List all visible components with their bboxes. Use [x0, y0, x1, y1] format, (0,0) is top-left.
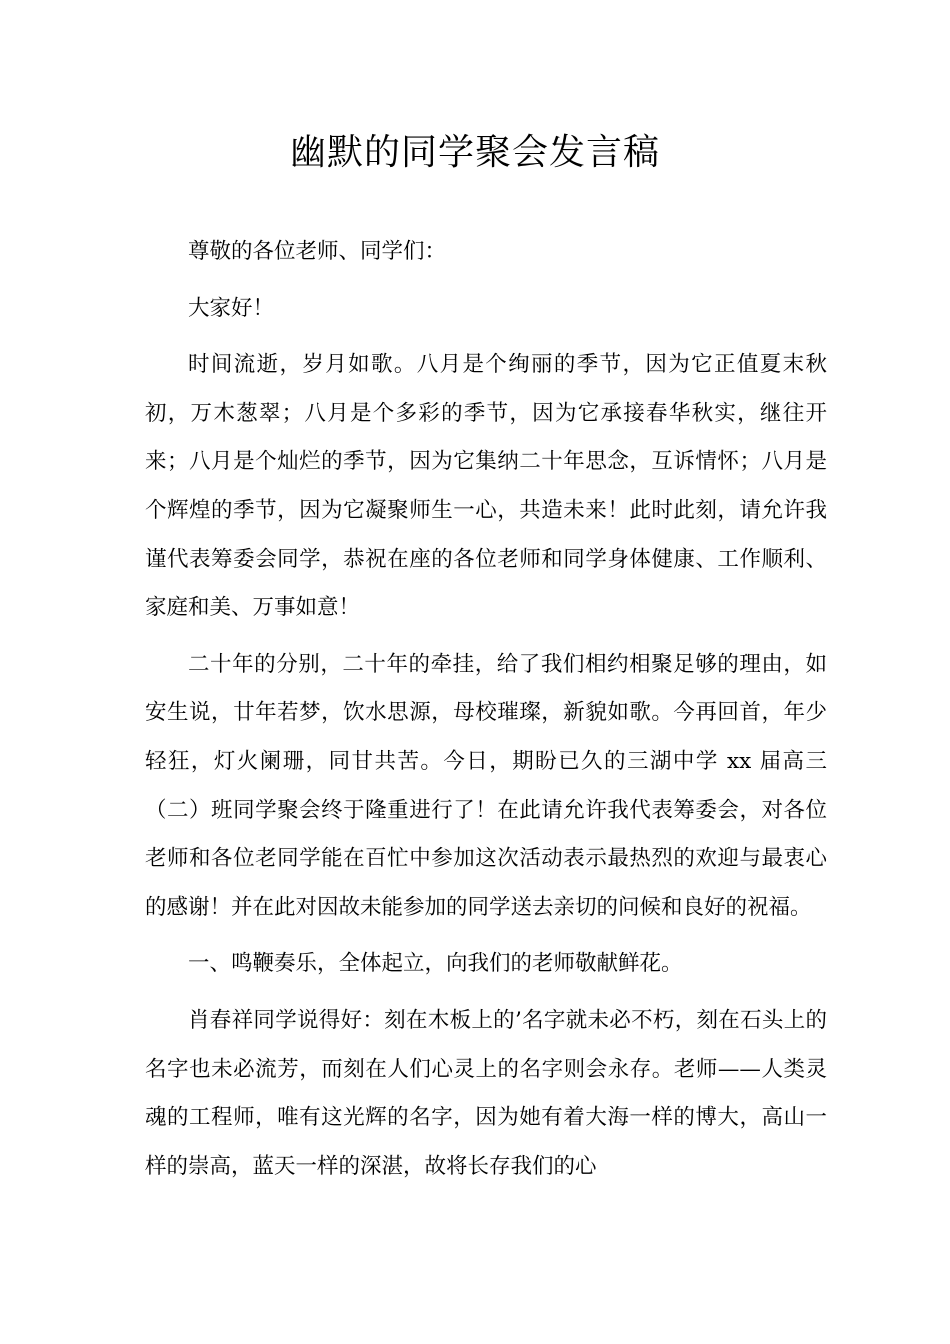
body-paragraph: 时间流逝，岁月如歌。八月是个绚丽的季节，因为它正值夏末秋初，万木葱翠；八月是个多彩的季节，因为它承接春华秋实，继往开来；八月是个灿烂的季节，因为它集纳二十年思念，互诉情怀；八月是个辉煌的季节，因为它凝聚师生一心，共造未来！此时此刻，请允许我谨代表筹委会同学，恭祝在座的各位老师和同学身体健康、工作顺利、家庭和美、万事如意！	[145, 352, 827, 621]
document-title: 幽默的同学聚会发言稿	[289, 132, 660, 173]
body-paragraph: 二十年的分别，二十年的牵挂，给了我们相约相聚足够的理由，如安生说，廿年若梦，饮水思源，母校璀璨，新貌如歌。今再回首，年少轻狂，灯火阑珊，同甘共苦。今日，期盼已久的三湖中学 xx 届高三（二）班同学聚会终于隆重进行了！在此请允许我代表筹委会，对各位老师和各位老同学能在百忙中参加这次活动表示最热烈的欢迎与最衷心的感谢！并在此对因故未能参加的同学送去亲切的问候和良好的祝福。	[145, 651, 827, 920]
document-body	[145, 228, 827, 1191]
body-paragraph: 肖春祥同学说得好：刻在木板上的’名字就未必不朽，刻在石头上的名字也未必流芳，而刻在人们心灵上的名字则会永存。老师——人类灵魂的工程师，唯有这光辉的名字，因为她有着大海一样的博大，高山一样的崇高，蓝天一样的深湛，故将长存我们的心	[145, 1007, 827, 1179]
greeting-paragraph: 大家好！	[188, 295, 275, 321]
section-heading-paragraph: 一、鸣鞭奏乐，全体起立，向我们的老师敬献鲜花。	[188, 951, 683, 977]
salutation-paragraph: 尊敬的各位老师、同学们：	[188, 239, 447, 264]
